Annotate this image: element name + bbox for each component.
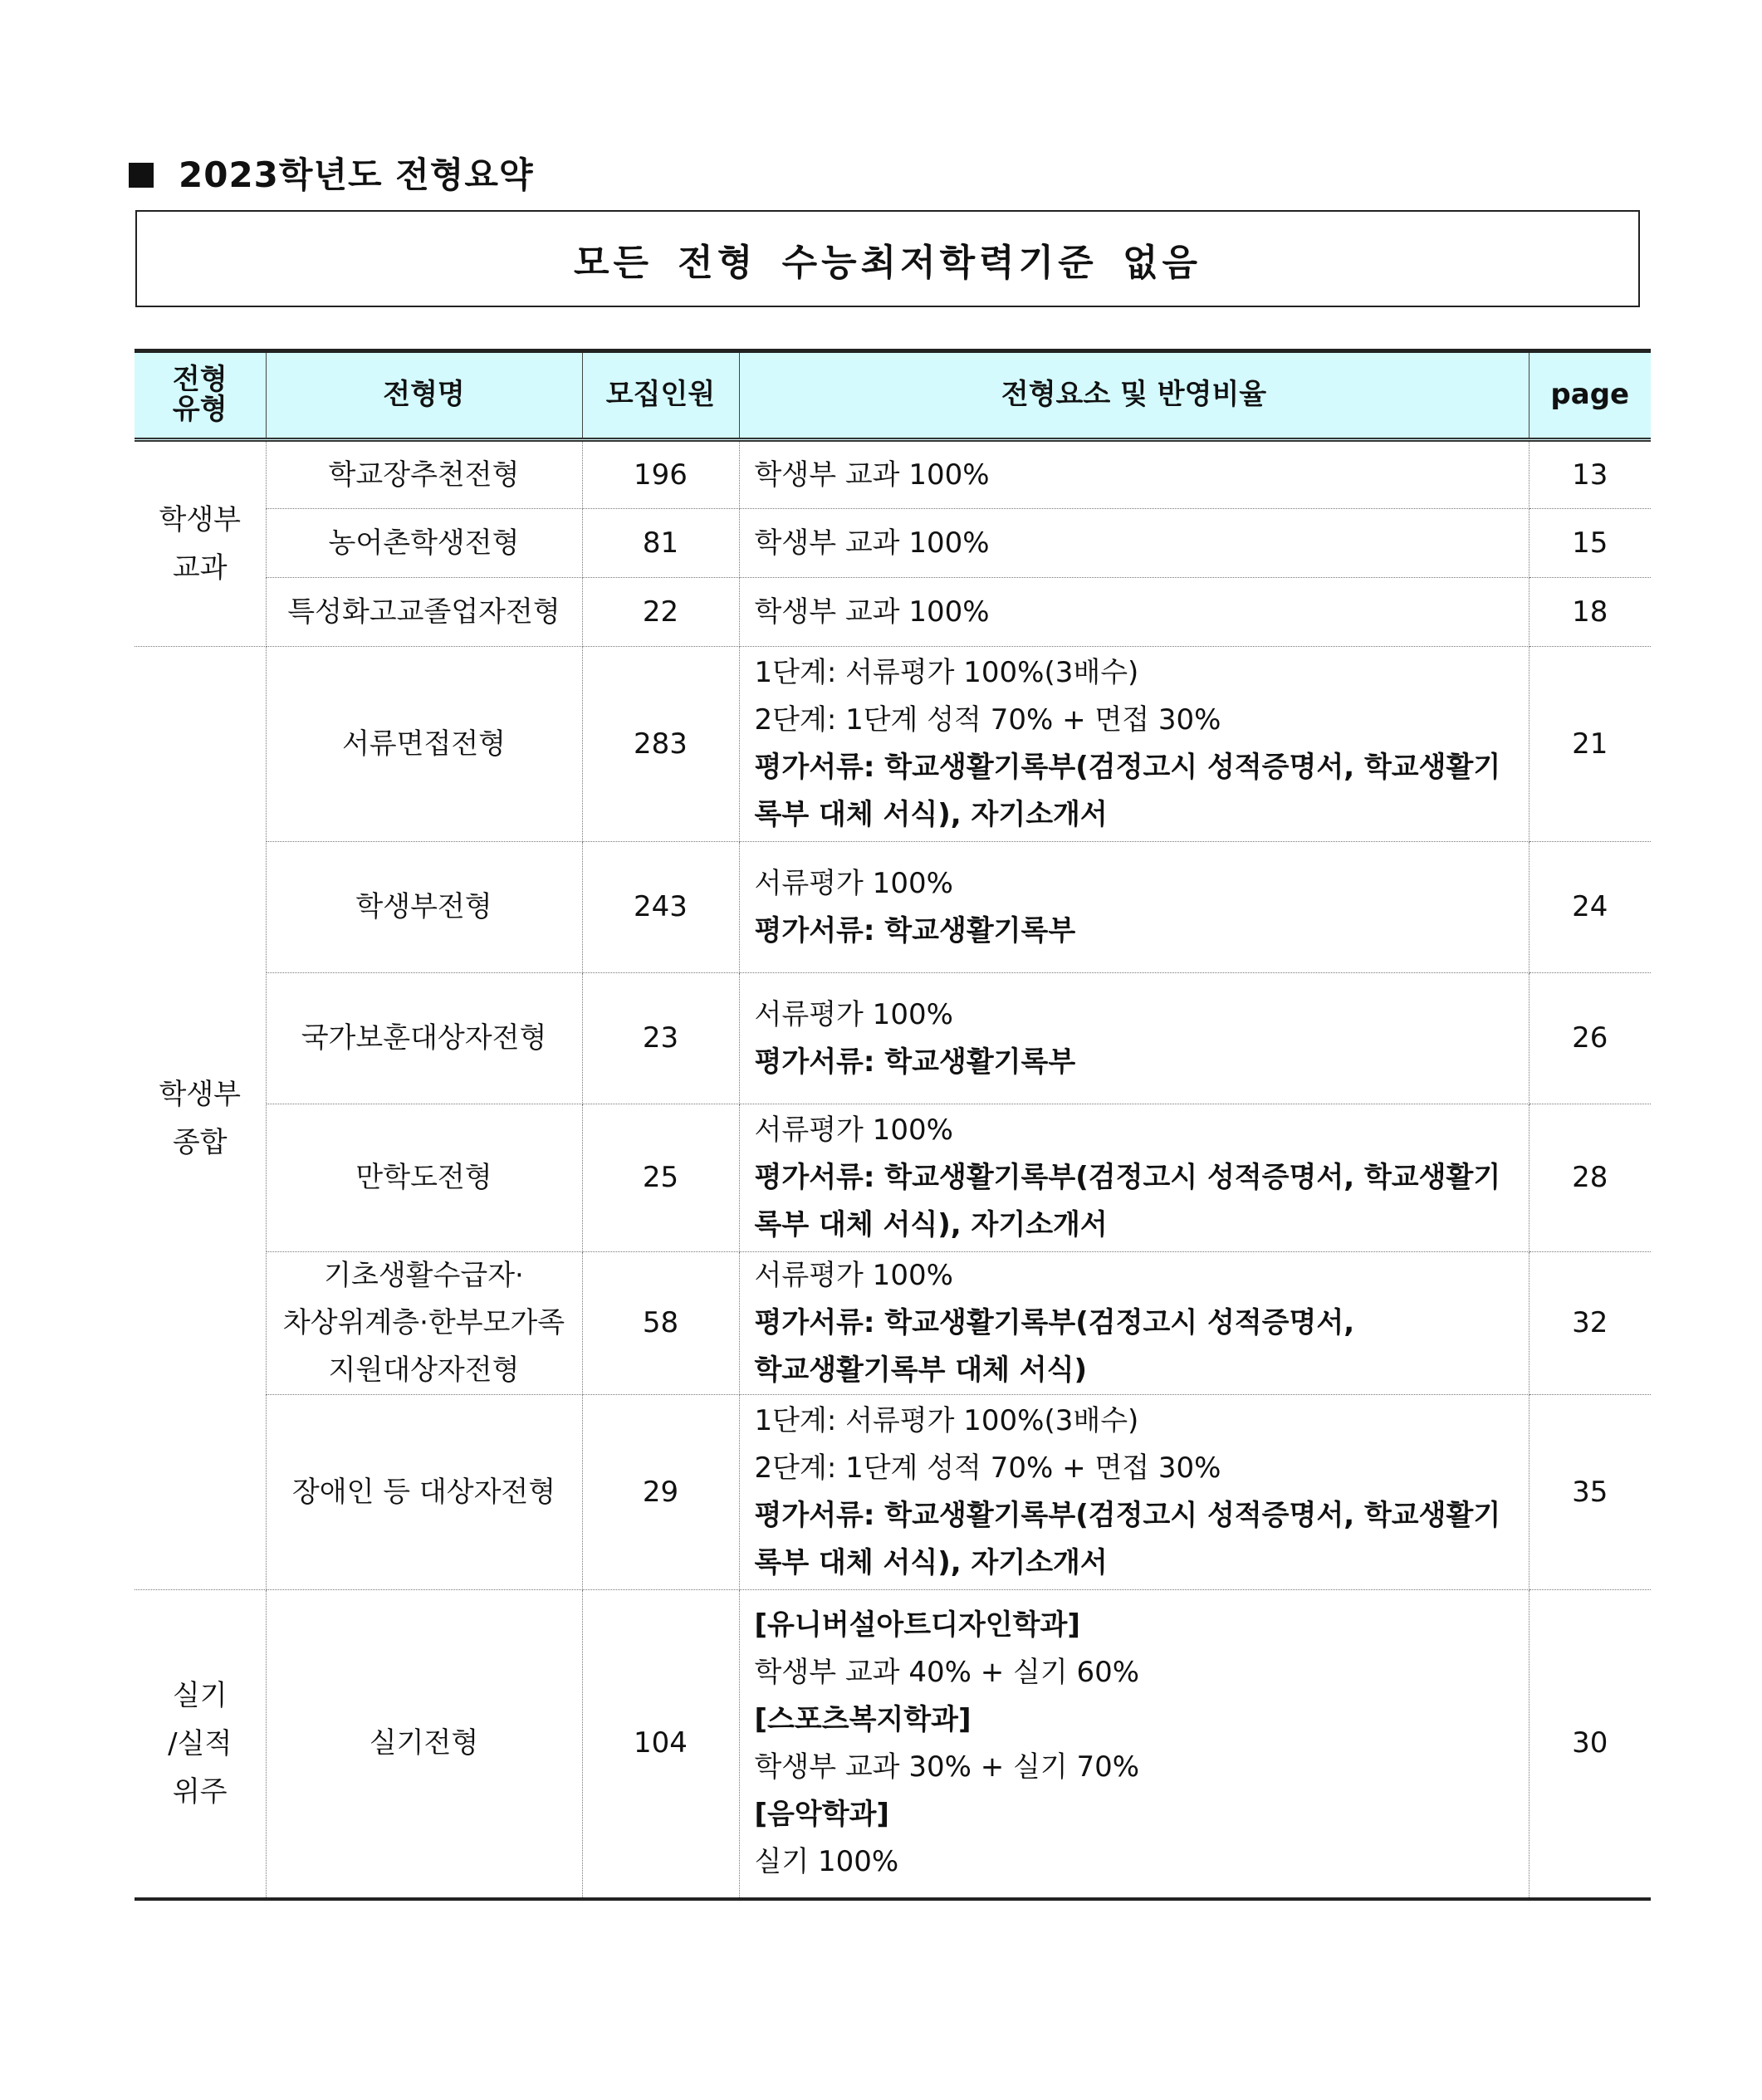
name-cell (266, 1590, 582, 1899)
quota-cell: 196 (582, 440, 739, 509)
elements-line: 록부 대체 서식), 자기소개서 (754, 1546, 1108, 1579)
table-row (135, 1590, 1651, 1899)
elements-line: [스포츠복지학과] (754, 1702, 972, 1736)
elements-line: 서류평가 100% (754, 866, 953, 900)
table-row (135, 509, 1651, 578)
name-cell (266, 973, 582, 1104)
elements-line: 2단계: 1단계 성적 70% + 면접 30% (754, 1451, 1221, 1485)
header-quota: 모집인원 (582, 351, 739, 440)
elements-cell (739, 1395, 1529, 1590)
section-heading-text: 2023학년도 전형요약 (179, 154, 534, 195)
type-cell (135, 647, 266, 1590)
elements-line: 학생부 교과 100% (754, 458, 990, 492)
elements-line: 학교생활기록부 대체 서식) (754, 1353, 1087, 1387)
type-line: /실적 (168, 1726, 232, 1760)
page-cell: 35 (1529, 1395, 1651, 1590)
quota-cell: 104 (582, 1590, 739, 1899)
table-row (135, 973, 1651, 1104)
notice-box (135, 210, 1640, 307)
quota-cell: 25 (582, 1104, 739, 1252)
type-cell (135, 1590, 266, 1899)
name-cell (266, 440, 582, 509)
elements-cell (739, 1104, 1529, 1252)
page-cell: 15 (1529, 509, 1651, 578)
elements-line: 록부 대체 서식), 자기소개서 (754, 798, 1108, 831)
name-line: 장애인 등 대상자전형 (291, 1475, 556, 1509)
quota-cell: 243 (582, 842, 739, 973)
elements-line: 학생부 교과 100% (754, 595, 990, 629)
elements-line: 평가서류: 학교생활기록부(검정고시 성적증명서, (754, 1306, 1355, 1339)
elements-line: 서류평가 100% (754, 997, 953, 1031)
name-cell (266, 509, 582, 578)
header-elements: 전형요소 및 반영비율 (739, 351, 1529, 440)
quota-cell: 58 (582, 1252, 739, 1395)
name-cell (266, 647, 582, 842)
elements-line: 평가서류: 학교생활기록부 (754, 913, 1076, 947)
page-cell: 18 (1529, 578, 1651, 647)
name-line: 학생부전형 (355, 890, 492, 923)
elements-line: 평가서류: 학교생활기록부(검정고시 성적증명서, 학교생활기 (754, 1499, 1501, 1532)
name-cell (266, 1395, 582, 1590)
table-row (135, 440, 1651, 509)
elements-line: 1단계: 서류평가 100%(3배수) (754, 1404, 1139, 1437)
name-cell (266, 1104, 582, 1252)
name-line: 특성화고교졸업자전형 (287, 595, 560, 629)
name-cell (266, 1252, 582, 1395)
page-cell: 13 (1529, 440, 1651, 509)
type-line: 종합 (172, 1125, 228, 1159)
elements-line: 평가서류: 학교생활기록부(검정고시 성적증명서, 학교생활기 (754, 1161, 1501, 1194)
table-row (135, 578, 1651, 647)
type-line: 학생부 (159, 1077, 242, 1111)
type-cell (135, 440, 266, 647)
elements-line: 서류평가 100% (754, 1114, 953, 1147)
name-line: 국가보훈대상자전형 (301, 1021, 547, 1055)
table-row (135, 647, 1651, 842)
table-row (135, 842, 1651, 973)
elements-line: 학생부 교과 40% + 실기 60% (754, 1655, 1140, 1689)
table-row (135, 1395, 1651, 1590)
elements-line: 2단계: 1단계 성적 70% + 면접 30% (754, 703, 1221, 737)
elements-line: 학생부 교과 30% + 실기 70% (754, 1750, 1140, 1784)
header-row (135, 351, 1651, 440)
elements-line: [유니버설아트디자인학과] (754, 1608, 1080, 1642)
page-cell: 21 (1529, 647, 1651, 842)
elements-cell (739, 973, 1529, 1104)
page-cell: 32 (1529, 1252, 1651, 1395)
admission-summary-table (135, 349, 1651, 1901)
header-name: 전형명 (266, 351, 582, 440)
page-cell: 24 (1529, 842, 1651, 973)
header-type-line2: 유형 (172, 393, 228, 426)
type-line: 교과 (172, 551, 228, 585)
section-heading (129, 148, 534, 198)
name-line: 학교장추천전형 (328, 458, 520, 492)
type-line: 학생부 (159, 503, 242, 536)
name-cell (266, 578, 582, 647)
quota-cell: 29 (582, 1395, 739, 1590)
name-line: 실기전형 (369, 1726, 479, 1760)
name-line: 지원대상자전형 (328, 1353, 520, 1387)
elements-cell (739, 1590, 1529, 1899)
name-cell (266, 842, 582, 973)
notice-text: 모든 전형 수능최저학력기준 없음 (573, 241, 1202, 284)
table-row (135, 1252, 1651, 1395)
name-line: 농어촌학생전형 (328, 526, 520, 560)
name-line: 서류면접전형 (341, 727, 507, 761)
elements-line: 평가서류: 학교생활기록부 (754, 1045, 1076, 1079)
square-bullet-icon (129, 163, 154, 188)
elements-line: [음악학과] (754, 1797, 889, 1831)
name-line: 기초생활수급자· (324, 1259, 524, 1292)
page-cell: 30 (1529, 1590, 1651, 1899)
quota-cell: 283 (582, 647, 739, 842)
header-type (135, 351, 266, 440)
elements-cell (739, 578, 1529, 647)
elements-line: 학생부 교과 100% (754, 526, 990, 560)
header-page: page (1529, 351, 1651, 440)
quota-cell: 81 (582, 509, 739, 578)
elements-line: 1단계: 서류평가 100%(3배수) (754, 656, 1139, 689)
type-line: 실기 (172, 1678, 228, 1712)
type-line: 위주 (172, 1774, 228, 1809)
quota-cell: 22 (582, 578, 739, 647)
table-row (135, 1104, 1651, 1252)
elements-cell (739, 842, 1529, 973)
name-line: 차상위계층·한부모가족 (282, 1306, 565, 1339)
quota-cell: 23 (582, 973, 739, 1104)
elements-cell (739, 647, 1529, 842)
elements-line: 서류평가 100% (754, 1259, 953, 1292)
elements-cell (739, 509, 1529, 578)
elements-line: 록부 대체 서식), 자기소개서 (754, 1208, 1108, 1241)
page-cell: 26 (1529, 973, 1651, 1104)
header-type-line1: 전형 (172, 363, 228, 397)
elements-cell (739, 440, 1529, 509)
elements-cell (739, 1252, 1529, 1395)
name-line: 만학도전형 (355, 1161, 492, 1194)
page-cell: 28 (1529, 1104, 1651, 1252)
elements-line: 실기 100% (754, 1844, 899, 1878)
elements-line: 평가서류: 학교생활기록부(검정고시 성적증명서, 학교생활기 (754, 751, 1501, 784)
